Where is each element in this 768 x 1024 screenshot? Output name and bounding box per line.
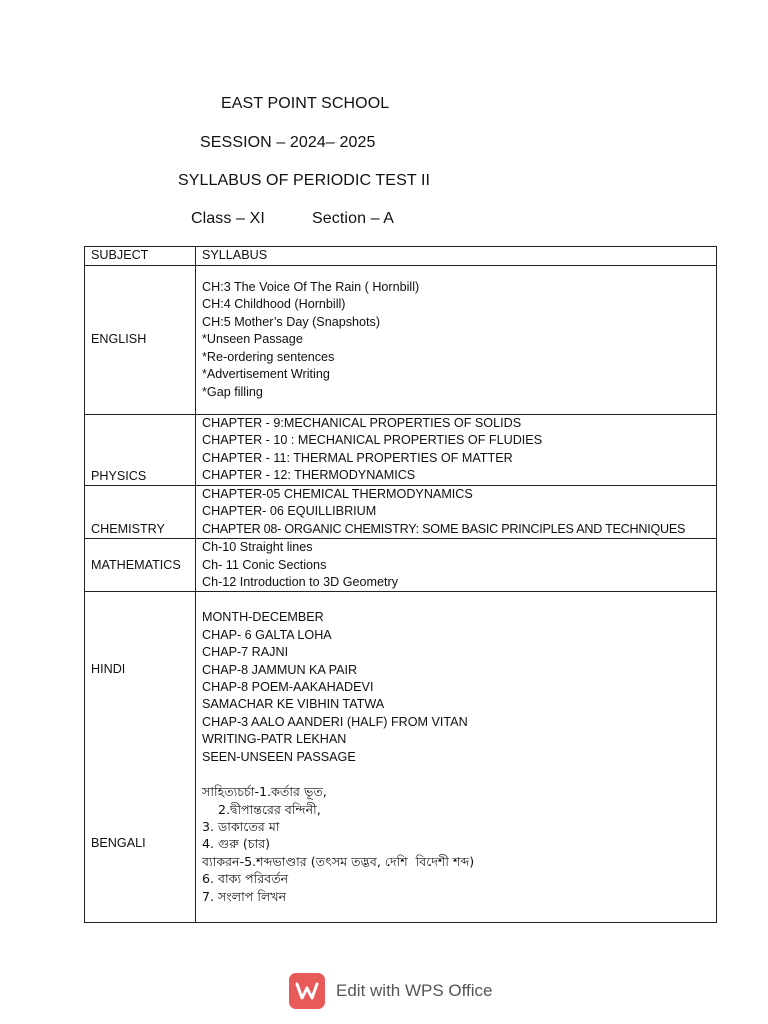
syllabus-line: Ch-12 Introduction to 3D Geometry xyxy=(202,575,398,590)
syllabus-title: SYLLABUS OF PERIODIC TEST II xyxy=(178,172,431,189)
syllabus-line: Ch- 11 Conic Sections xyxy=(202,557,327,572)
wps-office-icon[interactable] xyxy=(289,973,325,1009)
syllabus-line: Ch-10 Straight lines xyxy=(202,540,313,555)
subject-chemistry xyxy=(85,486,196,539)
syllabus-line: MONTH-DECEMBER xyxy=(202,610,324,625)
column-header-syllabus: SYLLABUS xyxy=(196,247,717,266)
syllabus-line: ব্যাকরন-5.শব্দভাণ্ডার (তৎসম তদ্ভব, দেশি বিদেশী শব্দ) xyxy=(202,853,475,869)
syllabus-line: CH:5 Mother’s Day (Snapshots) xyxy=(202,314,381,329)
syllabus-line: *Unseen Passage xyxy=(202,332,303,347)
subject-label: ENGLISH xyxy=(91,332,147,347)
syllabus-line: 2.দ্বীপান্তরের বন্দিনী, xyxy=(202,801,321,817)
table-header-row xyxy=(85,247,717,266)
syllabus-english xyxy=(196,266,717,415)
syllabus-line: SEEN-UNSEEN PASSAGE xyxy=(202,749,356,764)
syllabus-line: *Advertisement Writing xyxy=(202,367,330,382)
wps-edit-banner[interactable] xyxy=(289,972,493,1010)
syllabus-mathematics xyxy=(196,539,717,592)
subject-label-bengali: BENGALI xyxy=(91,835,146,850)
syllabus-line: CHAP-7 RAJNI xyxy=(202,645,289,660)
syllabus-line: CHAPTER - 11: THERMAL PROPERTIES OF MATTER xyxy=(202,450,513,465)
subject-label-hindi: HINDI xyxy=(91,662,126,677)
session-title: SESSION – 2024– 2025 xyxy=(200,134,376,151)
table-row-mathematics xyxy=(85,539,717,592)
column-header-subject: SUBJECT xyxy=(85,247,196,266)
subject-mathematics xyxy=(85,539,196,592)
syllabus-line: CHAPTER- 06 EQUILLIBRIUM xyxy=(202,504,377,519)
table-row-english xyxy=(85,266,717,415)
syllabus-line: সাহিত্যচর্চা-1.কর্তার ভূত, xyxy=(202,784,327,800)
school-name: EAST POINT SCHOOL xyxy=(221,95,390,112)
syllabus-table xyxy=(84,246,717,923)
syllabus-line: *Re-ordering sentences xyxy=(202,349,335,364)
table-row-hindi-bengali xyxy=(85,592,717,923)
subject-label: MATHEMATICS xyxy=(91,557,181,572)
syllabus-hindi-bengali xyxy=(196,592,717,923)
syllabus-line: CHAPTER 08- ORGANIC CHEMISTRY: SOME BASIC PRINCIPLES AND TECHNIQUES xyxy=(202,521,686,536)
table-row-physics xyxy=(85,415,717,486)
subject-label: PHYSICS xyxy=(91,468,147,483)
syllabus-line: CHAPTER-05 CHEMICAL THERMODYNAMICS xyxy=(202,487,473,501)
syllabus-line: *Gap filling xyxy=(202,384,263,399)
subject-english xyxy=(85,266,196,415)
class-label: Class – XI xyxy=(191,210,265,227)
syllabus-line: CHAPTER - 9:MECHANICAL PROPERTIES OF SOLIDS xyxy=(202,416,522,430)
syllabus-line: SAMACHAR KE VIBHIN TATWA xyxy=(202,697,385,712)
syllabus-line: 3. ডাকাতের মা xyxy=(202,818,280,834)
syllabus-line: 4. গুরু (চার) xyxy=(202,836,271,852)
syllabus-line: 7. সংলাপ লিখন xyxy=(202,888,287,904)
syllabus-line: CHAP-3 AALO AANDERI (HALF) FROM VITAN xyxy=(202,714,468,729)
syllabus-line: CHAPTER - 12: THERMODYNAMICS xyxy=(202,468,416,483)
syllabus-line: CH:3 The Voice Of The Rain ( Hornbill) xyxy=(202,280,420,295)
syllabus-physics xyxy=(196,415,717,486)
syllabus-line: WRITING-PATR LEKHAN xyxy=(202,732,347,747)
syllabus-line: CHAP- 6 GALTA LOHA xyxy=(202,627,332,642)
section-label: Section – A xyxy=(312,210,395,227)
syllabus-line: CH:4 Childhood (Hornbill) xyxy=(202,297,346,312)
table-row-chemistry xyxy=(85,486,717,539)
syllabus-chemistry xyxy=(196,486,717,539)
syllabus-line: CHAP-8 POEM-AAKAHADEVI xyxy=(202,680,374,695)
syllabus-line: 6. বাক্য পরিবর্তন xyxy=(202,871,289,887)
subject-physics xyxy=(85,415,196,486)
subject-hindi-bengali xyxy=(85,592,196,923)
syllabus-line: CHAPTER - 10 : MECHANICAL PROPERTIES OF FLUDIES xyxy=(202,433,543,448)
syllabus-line: CHAP-8 JAMMUN KA PAIR xyxy=(202,662,358,677)
wps-edit-label[interactable]: Edit with WPS Office xyxy=(336,981,493,1000)
subject-label: CHEMISTRY xyxy=(91,521,165,536)
